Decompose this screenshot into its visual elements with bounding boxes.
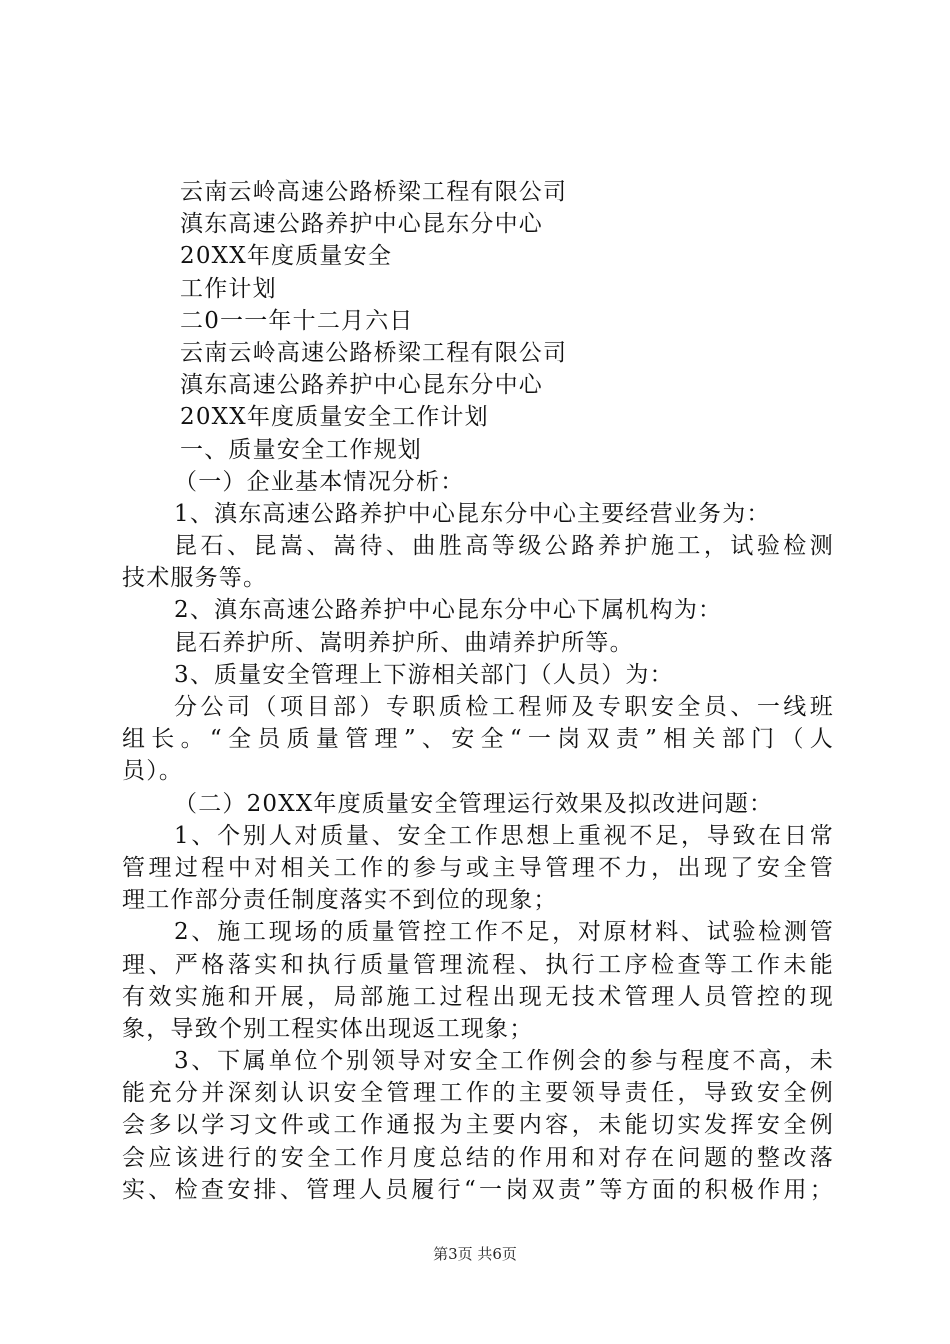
text-line: 员）。	[122, 758, 184, 785]
text-line: （一）企业基本情况分析：	[174, 468, 465, 495]
text-line: 3、质量安全管理上下游相关部门（人员）为：	[174, 661, 674, 688]
text-line: 有效实施和开展，局部施工过程出现无技术管理人员管控的现	[122, 983, 834, 1010]
text-line: 二0一一年十二月六日	[180, 307, 414, 334]
text-line: 技术服务等。	[122, 565, 268, 592]
text-line: 2、施工现场的质量管控工作不足，对原材料、试验检测管	[174, 919, 834, 946]
text-line: 云南云岭高速公路桥梁工程有限公司	[180, 339, 568, 366]
page-footer: 第3页 共6页	[433, 1245, 517, 1263]
text-line: 会应该进行的安全工作月度总结的作用和对存在问题的整改落	[122, 1144, 834, 1171]
text-line: 实、检查安排、管理人员履行“一岗双责”等方面的积极作用；	[122, 1176, 834, 1203]
text-line: 理工作部分责任制度落实不到位的现象；	[122, 887, 558, 914]
text-line: 2、滇东高速公路养护中心昆东分中心下属机构为：	[174, 597, 723, 624]
text-line: 3、下属单位个别领导对安全工作例会的参与程度不高，未	[174, 1048, 834, 1075]
text-line: 理、严格落实和执行质量管理流程、执行工序检查等工作未能	[122, 951, 834, 978]
text-line: 滇东高速公路养护中心昆东分中心	[180, 372, 543, 399]
text-line: 组长。“全员质量管理”、安全“一岗双责”相关部门（人	[122, 726, 834, 753]
text-line: 分公司（项目部）专职质检工程师及专职安全员、一线班	[174, 694, 834, 720]
text-line: 工作计划	[180, 275, 277, 302]
text-line: 一、质量安全工作规划	[180, 436, 422, 463]
text-line: 1、个别人对质量、安全工作思想上重视不足，导致在日常	[174, 822, 834, 849]
text-line: 象，导致个别工程实体出现返工现象；	[122, 1015, 534, 1042]
document-body	[122, 176, 834, 1206]
text-line: 昆石、昆嵩、嵩待、曲胜高等级公路养护施工，试验检测	[174, 533, 834, 560]
text-line: 昆石养护所、嵩明养护所、曲靖养护所等。	[174, 629, 634, 656]
text-line: 20XX年度质量安全工作计划	[180, 404, 489, 431]
text-line: 管理过程中对相关工作的参与或主导管理不力，出现了安全管	[122, 854, 834, 881]
text-line: （二）20XX年度质量安全管理运行效果及拟改进问题：	[174, 790, 774, 817]
text-line: 20XX年度质量安全	[180, 243, 393, 270]
text-line: 1、滇东高速公路养护中心昆东分中心主要经营业务为：	[174, 500, 771, 527]
text-line: 能充分并深刻认识安全管理工作的主要领导责任，导致安全例	[122, 1080, 834, 1107]
text-line: 滇东高速公路养护中心昆东分中心	[180, 211, 543, 238]
text-line: 云南云岭高速公路桥梁工程有限公司	[180, 179, 568, 205]
text-line: 会多以学习文件或工作通报为主要内容，未能切实发挥安全例	[122, 1112, 834, 1139]
